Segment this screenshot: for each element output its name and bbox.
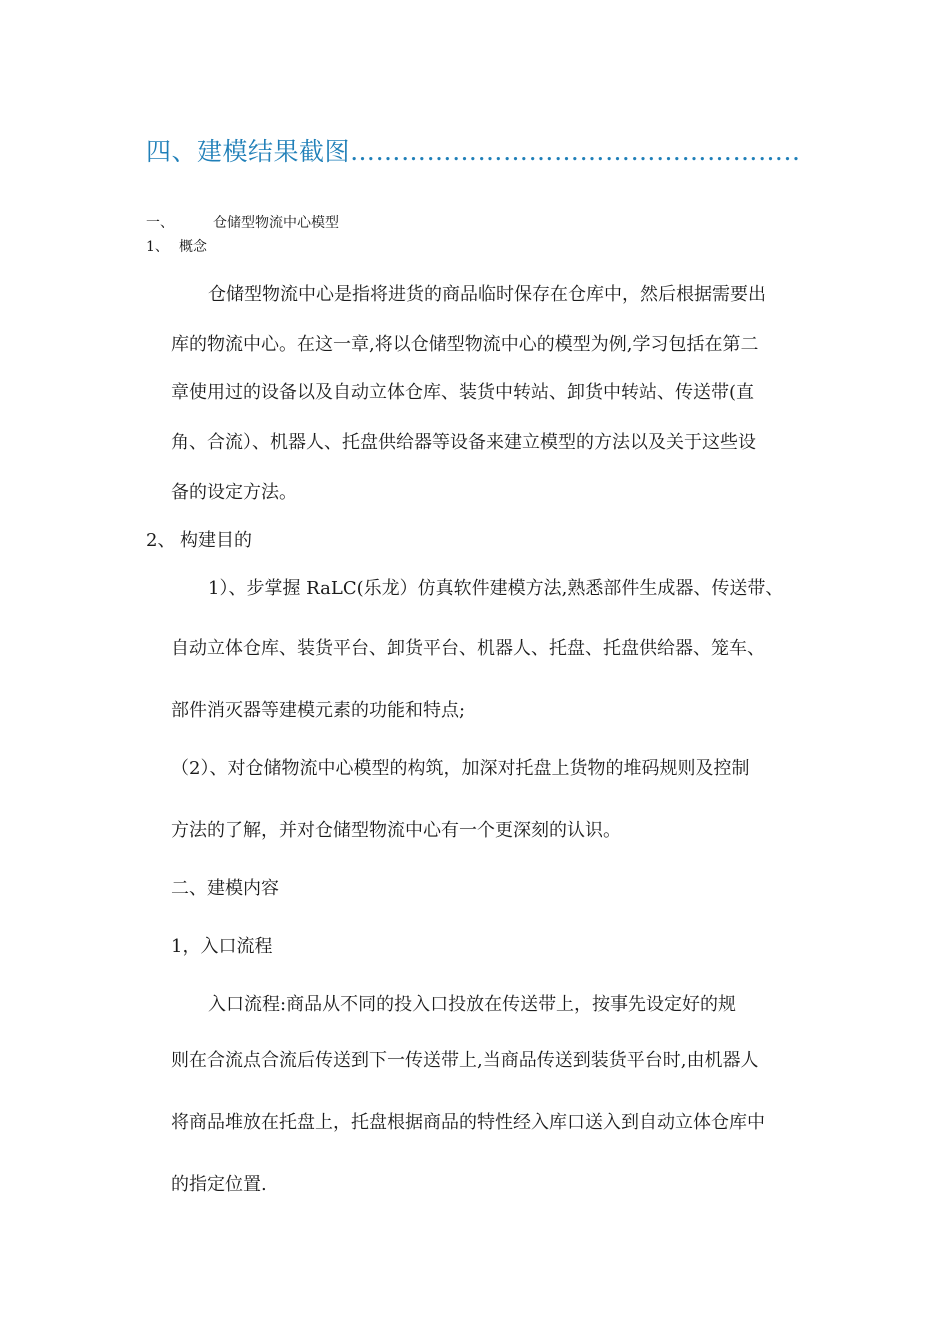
entry-line-1: 入口流程:商品从不同的投入口投放在传送带上，按事先设定好的规 [208,994,737,1015]
concept-line-2: 库的物流中心。在这一章,将以仓储型物流中心的模型为例,学习包括在第二 [171,334,759,355]
sub3-title: 1，入口流程 [171,936,273,957]
purpose-line-4: （2）、对仓储物流中心模型的构筑，加深对托盘上货物的堆码规则及控制 [171,758,750,779]
concept-line-1: 仓储型物流中心是指将进货的商品临时保存在仓库中，然后根据需要出 [208,284,766,305]
sub2-title: 构建目的 [180,530,252,551]
sub1-title: 概念 [179,239,207,255]
section2-title: 二、建模内容 [171,878,279,899]
purpose-line-2: 自动立体仓库、装货平台、卸货平台、机器人、托盘、托盘供给器、笼车、 [171,638,765,659]
entry-line-4: 的指定位置. [171,1174,267,1195]
toc-heading: 四、建模结果截图…………………………………………….. [146,137,801,166]
purpose-line-1: 1）、步掌握 RaLC(乐龙）仿真软件建模方法,熟悉部件生成器、传送带、 [208,578,784,599]
purpose-line-5: 方法的了解，并对仓储型物流中心有一个更深刻的认识。 [171,820,621,841]
entry-line-2: 则在合流点合流后传送到下一传送带上,当商品传送到装货平台时,由机器人 [171,1050,759,1071]
concept-line-3: 章使用过的设备以及自动立体仓库、装货中转站、卸货中转站、传送带(直 [171,382,755,403]
concept-line-5: 备的设定方法。 [171,482,297,503]
section1-title: 仓储型物流中心模型 [213,215,339,231]
purpose-line-3: 部件消灭器等建模元素的功能和特点; [171,700,466,721]
sub1-number: 1、 [146,239,169,255]
section1-number: 一、 [146,215,174,231]
sub2-number: 2、 [146,530,176,551]
entry-line-3: 将商品堆放在托盘上，托盘根据商品的特性经入库口送入到自动立体仓库中 [171,1112,765,1133]
concept-line-4: 角、合流）、机器人、托盘供给器等设备来建立模型的方法以及关于这些设 [171,432,756,453]
